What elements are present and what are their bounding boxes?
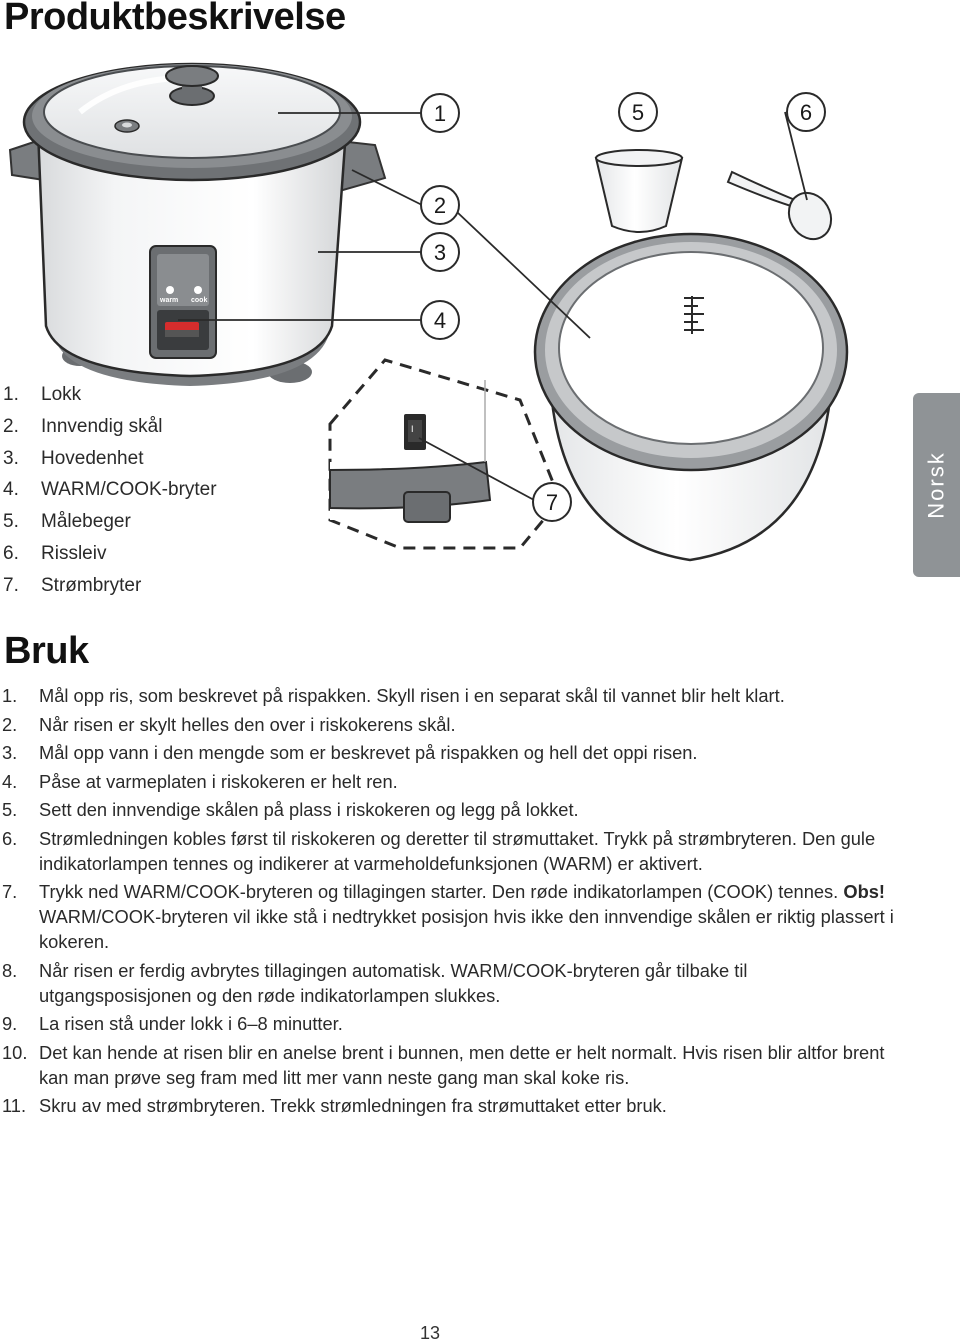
language-tab xyxy=(913,393,960,577)
usage-step: 5. Sett den innvendige skålen på plass i riskokeren og legg på lokket. xyxy=(2,799,579,820)
parts-list-item: 5. Målebeger xyxy=(3,511,131,533)
svg-text:1: 1 xyxy=(433,101,447,126)
parts-list-item: 1. Lokk xyxy=(3,384,82,405)
svg-text:7: 7 xyxy=(545,490,559,515)
usage-steps xyxy=(0,683,900,1122)
svg-text:5: 5 xyxy=(631,100,645,125)
warm-label: warm xyxy=(160,297,179,304)
page-number: 13 xyxy=(419,1323,441,1343)
svg-text:6: 6 xyxy=(799,100,813,125)
callout-1 xyxy=(421,94,459,132)
usage-step: 11. Skru av med strømbryteren. Trekk strømledningen fra strømuttaket etter bruk. xyxy=(2,1095,667,1116)
parts-list-item: 2. Innvendig skål xyxy=(3,415,163,437)
cook-label: cook xyxy=(191,297,208,304)
rice-spoon xyxy=(728,172,839,247)
parts-list-item: 4. WARM/COOK-bryter xyxy=(3,479,217,501)
usage-step: 9. La risen stå under lokk i 6–8 minutter. xyxy=(2,1013,343,1034)
switch-detail-inset xyxy=(330,360,560,548)
language-tab-label: Norsk xyxy=(923,451,949,519)
parts-list xyxy=(0,384,217,607)
usage-step: 4. Påse at varmeplaten i riskokeren er helt ren. xyxy=(2,770,398,792)
usage-step: 10. Det kan hende at risen blir en anelse brent i bunnen, men dette er helt normalt. Hvis risen blir altfor brent kan man prøve seg fram med litt mer vann neste gang man skal koke ris. xyxy=(2,1041,885,1088)
svg-text:4: 4 xyxy=(433,308,447,333)
parts-list-item: 7. Strømbryter xyxy=(3,574,142,596)
callout-2 xyxy=(421,186,459,224)
warning-label: Obs! xyxy=(843,881,885,902)
parts-list-item: 3. Hovedenhet xyxy=(3,447,144,469)
svg-text:2: 2 xyxy=(433,193,447,218)
callout-5 xyxy=(619,93,657,131)
callout-7 xyxy=(533,483,571,521)
svg-text:I: I xyxy=(411,424,414,434)
usage-step: 7. Trykk ned WARM/COOK-bryteren og tillagingen starter. Den røde indikatorlampen (COOK) tennes. Obs! WARM/COOK-bryteren vil ikke stå i nedtrykket posisjon hvis ikke den innvendige skålen er riktig plassert i kokeren. xyxy=(2,881,894,952)
usage-step: 2. Når risen er skylt helles den over i riskokerens skål. xyxy=(2,713,456,735)
page-title: Produktbeskrivelse xyxy=(4,0,346,38)
callout-4 xyxy=(421,301,459,339)
inner-bowl xyxy=(535,234,847,560)
callout-6 xyxy=(787,93,825,131)
usage-step: 3. Mål opp vann i den mengde som er beskrevet på rispakken og hell det oppi risen. xyxy=(2,742,698,763)
callout-3 xyxy=(421,233,459,271)
usage-step: 8. Når risen er ferdig avbrytes tillagingen automatisk. WARM/COOK-bryteren går tilbake til utgangsposisjonen og den røde indikatorlampen slukkes. xyxy=(2,959,748,1006)
parts-list-item: 6. Rissleiv xyxy=(3,542,107,564)
usage-step: 1. Mål opp ris, som beskrevet på rispakken. Skyll risen i en separat skål til vannet blir helt klart. xyxy=(2,685,785,706)
usage-step: 6. Strømledningen kobles først til riskokeren og deretter til strømuttaket. Trykk på strømbryteren. Den gule indikatorlampen tennes og indikerer at varmeholdefunksjonen (WARM) er aktivert. xyxy=(2,827,876,874)
section-heading-usage: Bruk xyxy=(4,630,89,672)
measuring-cup xyxy=(596,150,682,232)
svg-text:3: 3 xyxy=(433,240,447,265)
